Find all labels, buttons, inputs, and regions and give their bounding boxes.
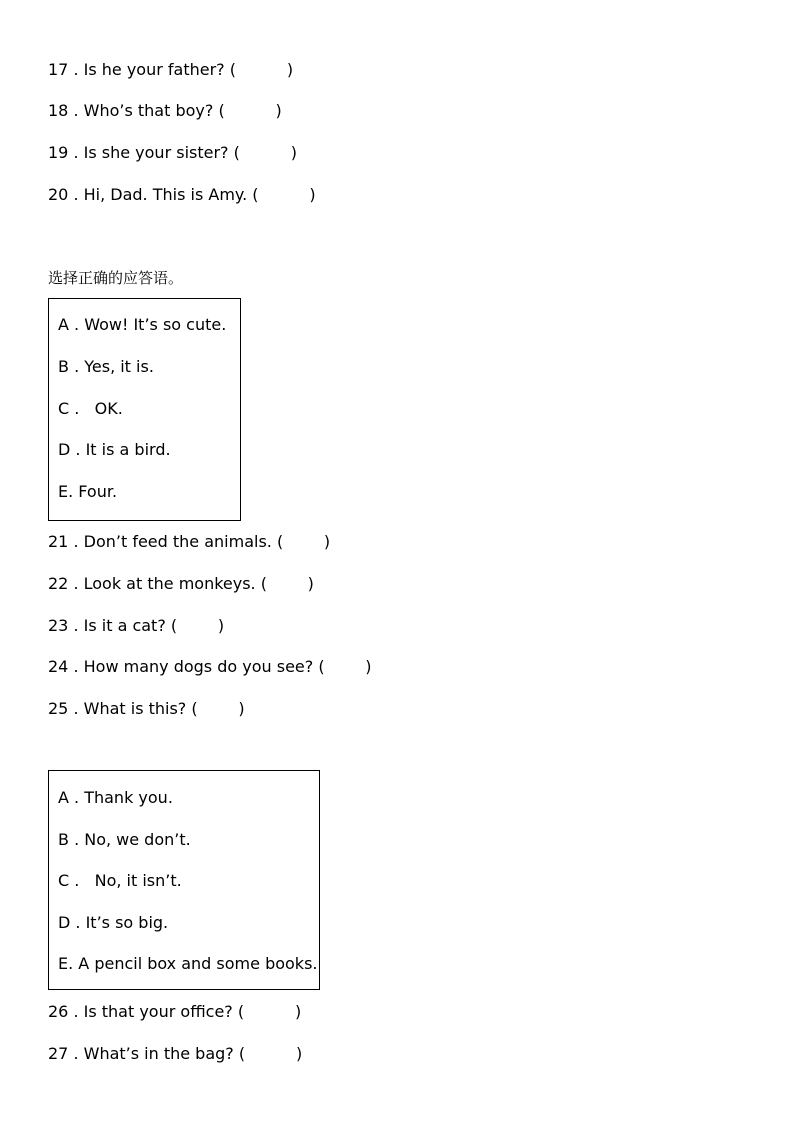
box1-option-c: C . OK. [58,399,123,418]
box2-option-c: C . No, it isn’t. [58,871,182,890]
box1-option-a: A . Wow! It’s so cute. [58,315,227,334]
question-23: 23 . Is it a cat? ( ) [48,616,225,635]
question-24: 24 . How many dogs do you see? ( ) [48,657,372,676]
options-box-2 [48,770,320,990]
question-17: 17 . Is he your father? ( ) [48,60,294,79]
question-20: 20 . Hi, Dad. This is Amy. ( ) [48,185,316,204]
box2-option-b: B . No, we don’t. [58,830,191,849]
box1-option-d: D . It is a bird. [58,440,171,459]
box2-option-e: E. A pencil box and some books. [58,954,318,973]
question-27: 27 . What’s in the bag? ( ) [48,1044,303,1063]
question-21: 21 . Don’t feed the animals. ( ) [48,532,331,551]
box2-option-d: D . It’s so big. [58,913,169,932]
question-26: 26 . Is that your office? ( ) [48,1002,302,1021]
question-25: 25 . What is this? ( ) [48,699,245,718]
box1-option-e: E. Four. [58,482,118,501]
question-22: 22 . Look at the monkeys. ( ) [48,574,314,593]
question-19: 19 . Is she your sister? ( ) [48,143,297,162]
box1-option-b: B . Yes, it is. [58,357,154,376]
question-18: 18 . Who’s that boy? ( ) [48,101,282,120]
section-heading: 选择正确的应答语。 [48,269,184,287]
options-box-1 [48,298,241,521]
box2-option-a: A . Thank you. [58,788,173,807]
